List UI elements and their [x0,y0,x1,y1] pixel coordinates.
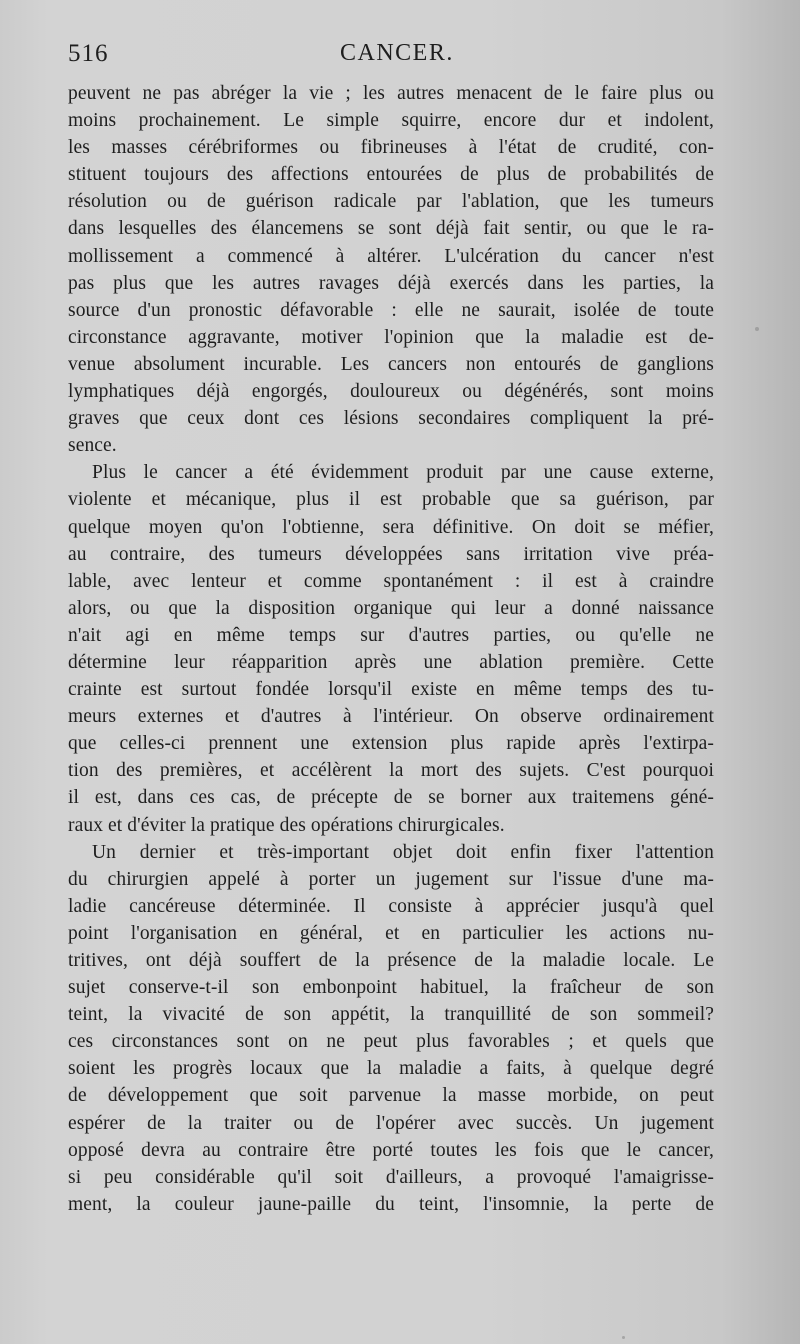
running-head: CANCER. [340,40,454,66]
text-line: tion des premières, et accélèrent la mort des sujets. C'est pourquoi [68,760,714,782]
page-header [68,40,714,74]
text-line: alors, ou que la disposition organique qui leur a donné naissance [68,597,714,619]
text-line: pas plus que les autres ravages déjà exercés dans les parties, la [68,272,714,294]
text-line: tritives, ont déjà souffert de la présence de la maladie locale. Le [68,950,714,971]
text-line: source d'un pronostic défavorable : elle ne saurait, isolée de toute [68,299,714,321]
text-line: mollissement a commencé à altérer. L'ulcération du cancer n'est [68,245,714,267]
text-line: Plus le cancer a été évidemment produit par une cause externe, [92,462,714,484]
text-line: si peu considérable qu'il soit d'ailleurs, a provoqué l'amaigrisse- [68,1166,714,1188]
text-line: ladie cancéreuse déterminée. Il consiste à apprécier jusqu'à quel [68,895,714,917]
text-line: point l'organisation en général, et en particulier les actions nu- [68,922,714,944]
text-line: il est, dans ces cas, de précepte de se borner aux traitemens géné- [68,787,714,809]
text-line: les masses cérébriformes ou fibrineuses à l'état de crudité, con- [68,137,714,159]
text-line: violente et mécanique, plus il est probable que sa guérison, par [68,489,714,511]
text-line: crainte est surtout fondée lorsqu'il existe en même temps des tu- [68,679,714,701]
text-line: raux et d'éviter la pratique des opérations chirurgicales. [68,814,505,836]
text-line: moins prochainement. Le simple squirre, encore dur et indolent, [68,110,714,132]
text-line: opposé devra au contraire être porté toutes les fois que le cancer, [68,1139,714,1161]
page-number: 516 [68,40,109,67]
paragraph [68,839,714,1218]
text-line: meurs externes et d'autres à l'intérieur. On observe ordinairement [68,706,714,728]
text-line: Un dernier et très-important objet doit enfin fixer l'attention [92,841,714,863]
text-line: détermine leur réapparition après une ablation première. Cette [68,651,714,673]
text-line: graves que ceux dont ces lésions secondaires compliquent la pré- [68,408,714,430]
text-line: soient les progrès locaux que la maladie a faits, à quelque degré [68,1058,714,1080]
text-line: lable, avec lenteur et comme spontanément : il est à craindre [68,570,714,592]
text-line: du chirurgien appelé à porter un jugement sur l'issue d'une ma- [68,868,714,890]
body-text [68,80,714,1218]
text-line: n'ait agi en même temps sur d'autres parties, ou qu'elle ne [68,624,714,646]
paragraph [68,80,714,459]
text-line: dans lesquelles des élancemens se sont déjà fait sentir, ou que le ra- [68,218,714,240]
text-line: au contraire, des tumeurs développées sans irritation vive préa- [68,543,714,565]
text-line: sence. [68,435,117,457]
text-line: ces circonstances sont on ne peut plus favorables ; et quels que [68,1031,714,1053]
text-line: ment, la couleur jaune-paille du teint, l'insomnie, la perte de [68,1193,714,1215]
text-line: résolution ou de guérison radicale par l'ablation, que les tumeurs [68,191,714,213]
paper-speck [755,327,759,331]
text-line: quelque moyen qu'on l'obtienne, sera définitive. On doit se méfier, [68,516,714,538]
text-line: teint, la vivacité de son appétit, la tranquillité de son sommeil? [68,1004,714,1026]
text-line: stituent toujours des affections entourées de plus de probabilités de [68,164,714,186]
text-line: de développement que soit parvenue la masse morbide, on peut [68,1085,714,1107]
text-line: circonstance aggravante, motiver l'opinion que la maladie est de- [68,326,714,348]
text-line: que celles-ci prennent une extension plus rapide après l'extirpa- [68,733,714,755]
paper-speck [622,1336,625,1339]
text-line: sujet conserve-t-il son embonpoint habituel, la fraîcheur de son [68,977,714,999]
text-line: lymphatiques déjà engorgés, douloureux ou dégénérés, sont moins [68,381,714,403]
paragraph [68,459,714,838]
text-line: peuvent ne pas abréger la vie ; les autres menacent de le faire plus ou [68,83,714,104]
text-line: espérer de la traiter ou de l'opérer avec succès. Un jugement [68,1112,714,1134]
text-line: venue absolument incurable. Les cancers non entourés de ganglions [68,353,714,375]
